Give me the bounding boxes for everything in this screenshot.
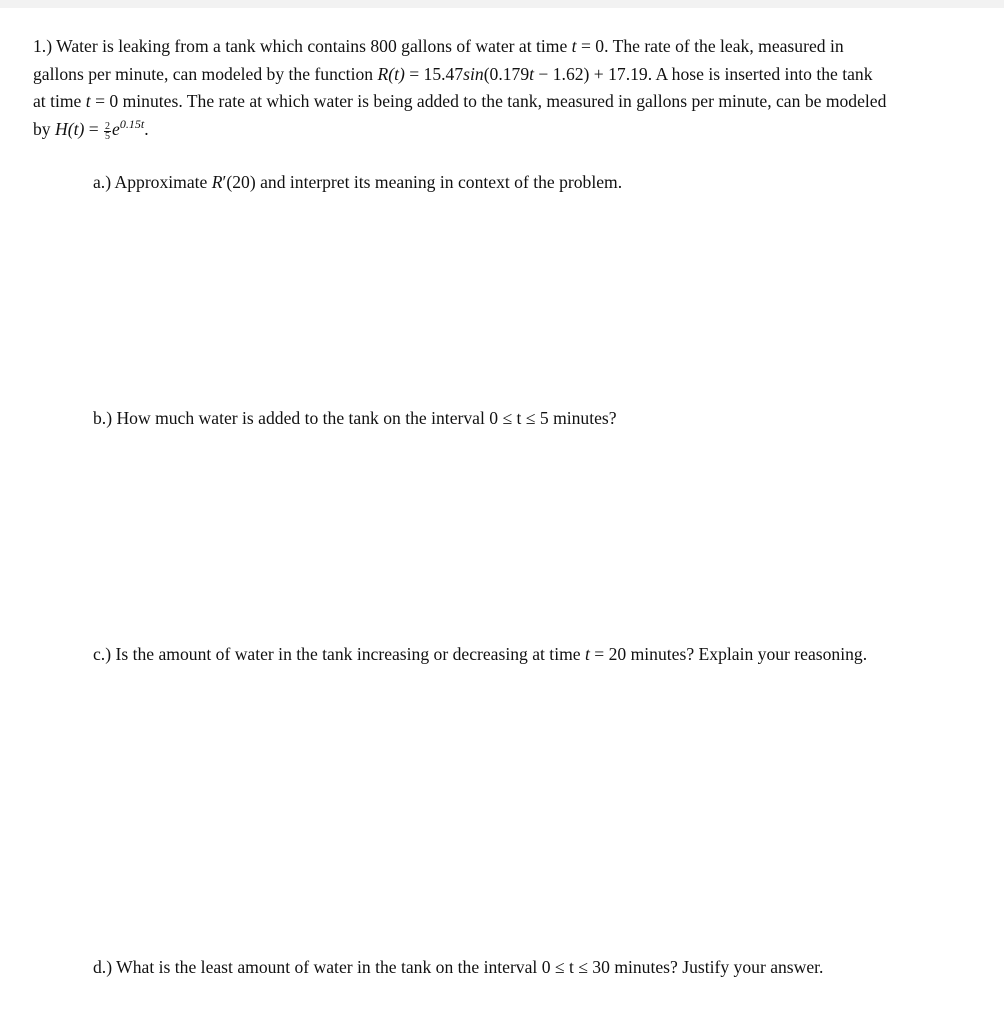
part-d-label: d.) (93, 957, 113, 977)
question-part-a (93, 172, 622, 193)
top-strip (0, 0, 1004, 8)
hose-rate-function: H(t) (55, 118, 85, 139)
part-c-text-1: Is the amount of water in the tank increasing or decreasing at time (115, 644, 581, 664)
line4-eq: = (84, 118, 104, 139)
part-d-interval: 0 ≤ t ≤ 30 (541, 957, 610, 977)
exp-base: e (112, 118, 120, 139)
line2-expr-c: − 1.62) + 17.19 (534, 63, 648, 84)
line2-sin: sin (463, 63, 484, 84)
problem-number: 1.) (33, 36, 53, 56)
problem-line-2 (33, 61, 995, 89)
part-b-label: b.) (93, 408, 113, 428)
line2-text-a: gallons per minute, can modeled by the function (33, 63, 374, 84)
part-d-text-2: minutes? Justify your answer. (614, 957, 824, 977)
problem-line-4 (33, 116, 995, 146)
line1-text-a: Water is leaking from a tank which contains 800 gallons of water at time (56, 36, 568, 56)
part-b-text-1: How much water is added to the tank on the interval (116, 408, 485, 428)
fraction-numerator: 2 (105, 120, 111, 132)
line3-text-b: minutes. The rate at which water is being added to the tank, measured in gallons per minute, can be modeled (122, 91, 887, 111)
line3-text-a: at time (33, 91, 82, 111)
line1-eq: = 0 (576, 36, 605, 56)
part-c-eq: = 20 (589, 644, 627, 664)
part-b-text-2: minutes? (553, 408, 617, 428)
part-a-text-1: Approximate (114, 172, 208, 192)
line4-end: . (144, 118, 149, 139)
line2-expr-b: (0.179 (483, 63, 530, 84)
part-d-text-1: What is the least amount of water in the tank on the interval (116, 957, 538, 977)
fraction-two-fifths (104, 122, 111, 141)
part-b-interval: 0 ≤ t ≤ 5 (489, 408, 549, 428)
leak-rate-function: R(t) (377, 63, 405, 84)
line4-by: by (33, 118, 51, 139)
line2-text-b: . A hose is inserted into the tank (647, 63, 873, 84)
line1-var-t: t (571, 36, 577, 56)
part-a-text-2: (20) and interpret its meaning in context of the problem. (226, 172, 623, 192)
question-part-c (93, 644, 867, 665)
line3-eq: = 0 (90, 91, 119, 111)
question-part-d (93, 957, 823, 978)
part-c-var-t: t (584, 644, 590, 664)
line3-var-t: t (85, 91, 91, 111)
part-a-func: R (211, 172, 223, 192)
problem-line-3 (33, 88, 995, 116)
exp-power: 0.15t (119, 116, 145, 131)
line2-expr-a: = 15.47 (404, 63, 464, 84)
line1-text-b: . The rate of the leak, measured in (604, 36, 844, 56)
fraction-denominator: 5 (105, 130, 111, 142)
part-c-text-2: minutes? Explain your reasoning. (630, 644, 868, 664)
problem-line-1 (33, 33, 995, 61)
problem-statement (33, 33, 995, 145)
part-a-prime: ′ (222, 172, 227, 192)
question-part-b (93, 408, 617, 429)
part-c-label: c.) (93, 644, 112, 664)
line2-var-t: t (529, 63, 535, 84)
part-a-label: a.) (93, 172, 112, 192)
